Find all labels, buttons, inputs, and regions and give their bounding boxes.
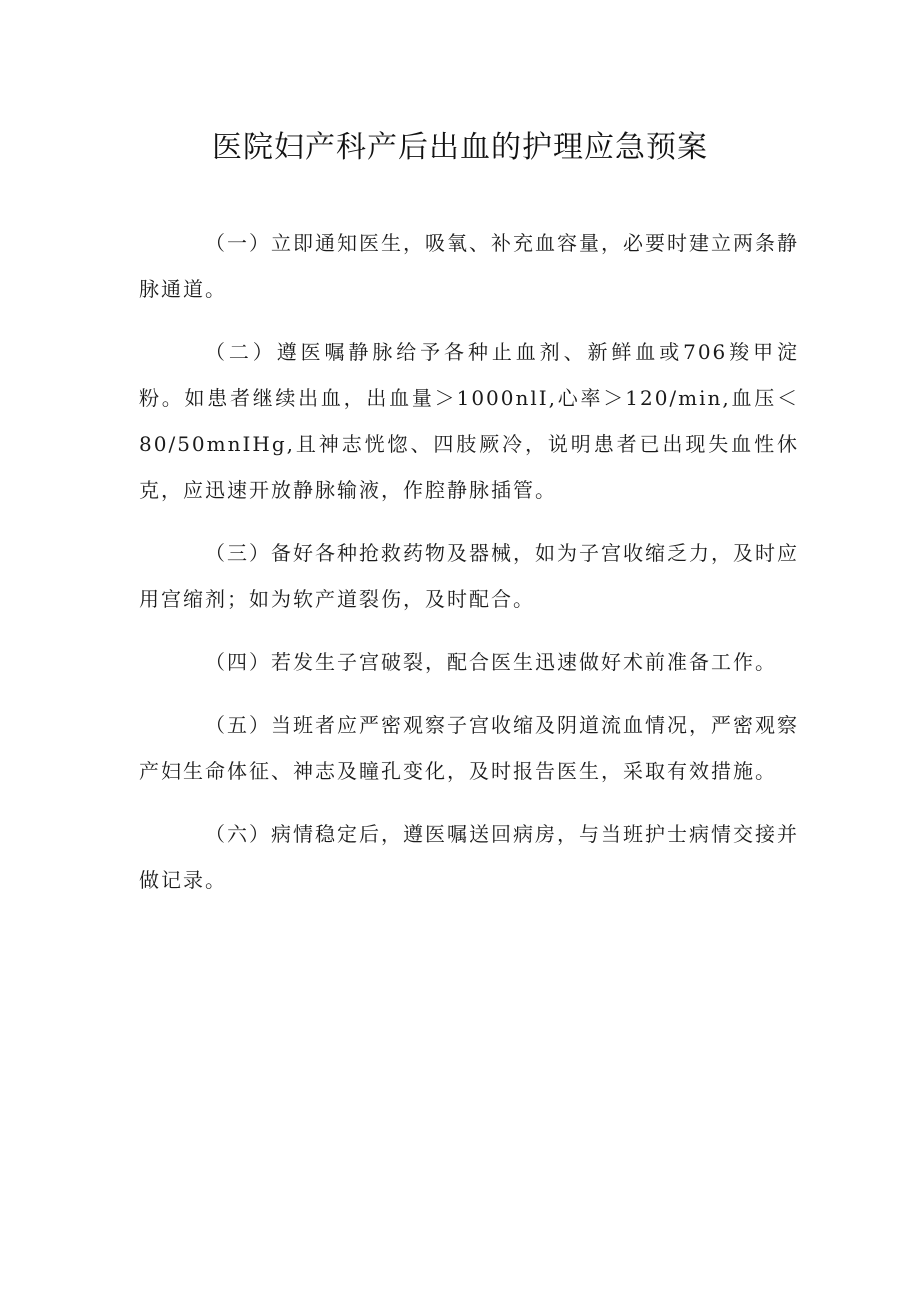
paragraph-1: （一）立即通知医生，吸氧、补充血容量，必要时建立两条静脉通道。 xyxy=(139,231,799,301)
paragraph-4: （四）若发生子宫破裂，配合医生迅速做好术前准备工作。 xyxy=(205,650,777,674)
paragraph-5: （五）当班者应严密观察子宫收缩及阴道流血情况，严密观察产妇生命体征、神志及瞳孔变化，及时报告医生，采取有效措施。 xyxy=(139,713,799,783)
paragraph-3: （三）备好各种抢救药物及器械，如为子宫收缩乏力，及时应用宫缩剂；如为软产道裂伤，及时配合。 xyxy=(139,541,799,611)
paragraph-2: （二）遵医嘱静脉给予各种止血剂、新鲜血或706羧甲淀粉。如患者继续出血，出血量＞1000nlI,心率＞120/min,血压＜80/50mnIHg,且神志恍惚、四肢厥冷，说明患者已出现失血性休克，应迅速开放静脉输液，作腔静脉插管。 xyxy=(139,340,799,502)
document-body xyxy=(139,220,799,920)
document-title: 医院妇产科产后出血的护理应急预案 xyxy=(212,130,708,165)
paragraph-6: （六）病情稳定后，遵医嘱送回病房，与当班护士病情交接并做记录。 xyxy=(139,822,799,892)
